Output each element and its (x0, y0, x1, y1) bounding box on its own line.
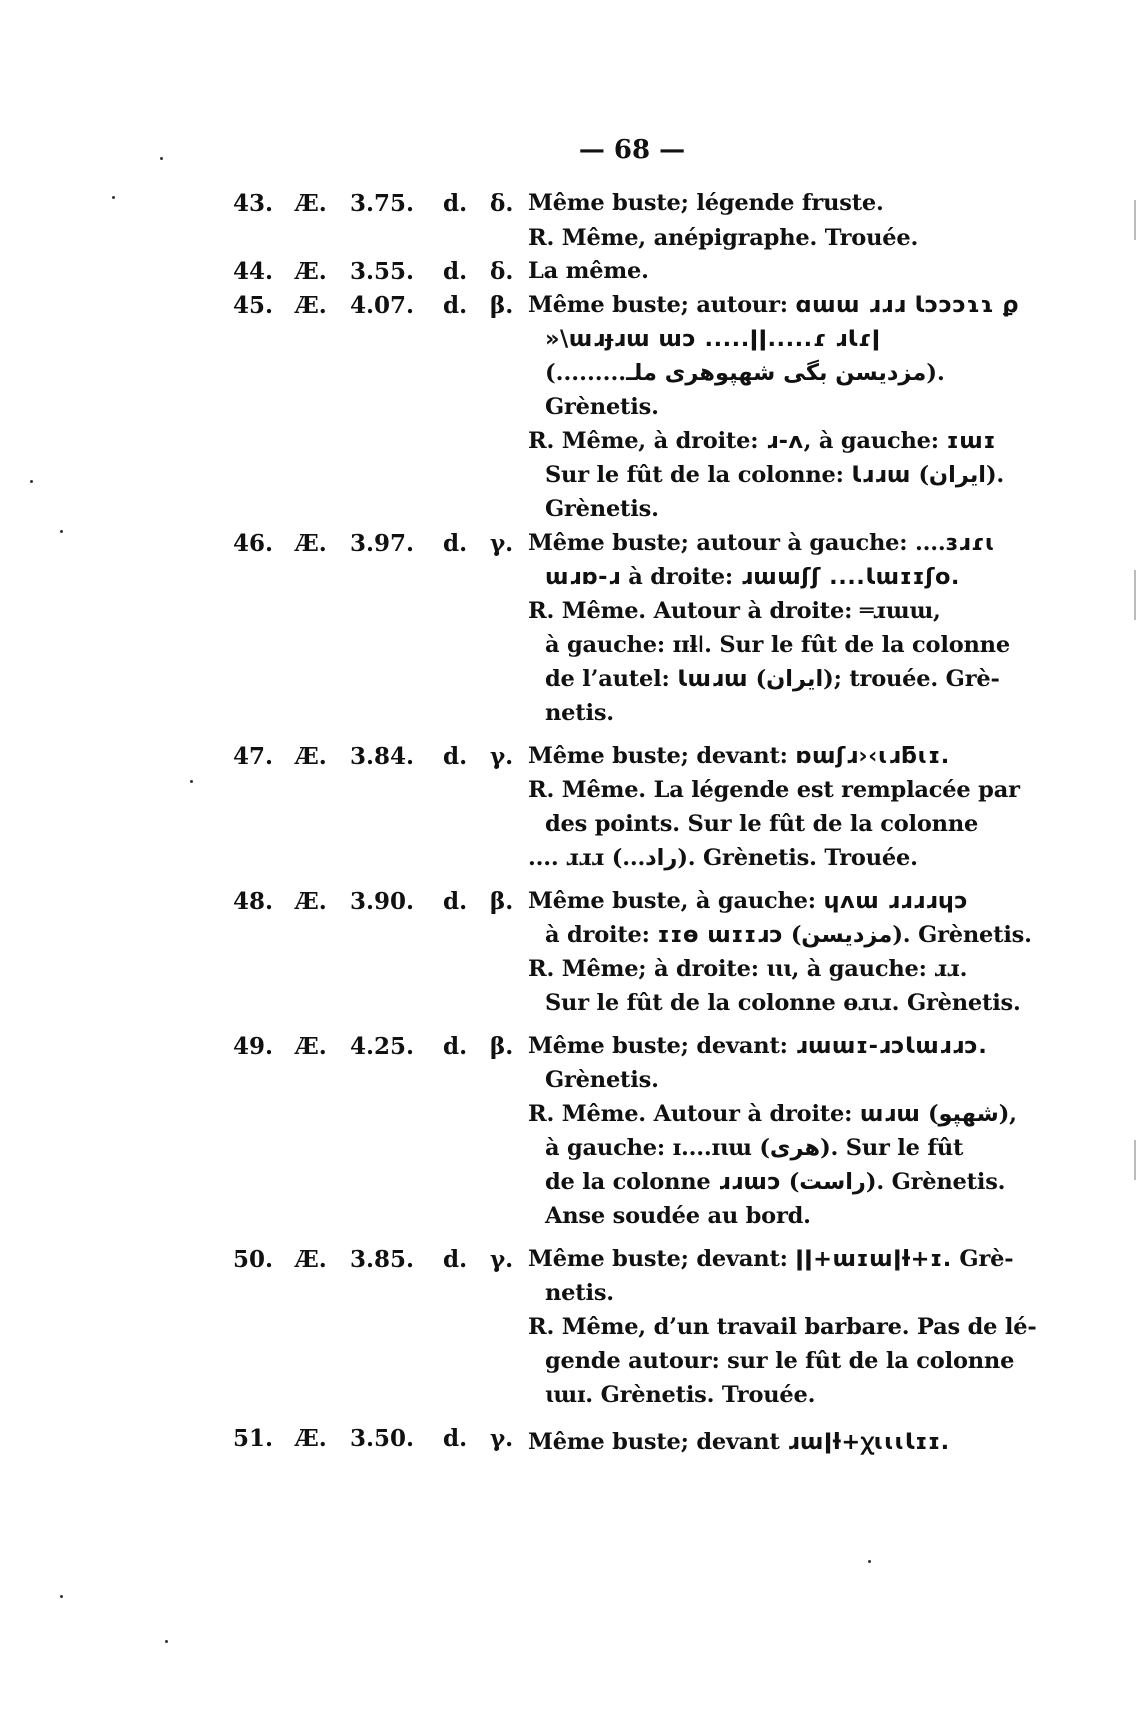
pahlavi-legend: ɹɯɯɪ-ɹɔƖɯɹɹɔ. (795, 1033, 988, 1059)
pahlavi-legend: ɯɹɯ (859, 1101, 921, 1127)
persian-transcription: راست (799, 1169, 866, 1195)
persian-transcription: هری (769, 1135, 821, 1161)
line-text: , à gauche: (803, 428, 947, 454)
entry-direction: d. (443, 1033, 468, 1060)
entry-number: 50. (233, 1246, 274, 1273)
entry-line: netis. (545, 700, 614, 726)
entry-line: R. Même, d’un travail barbare. Pas de lé- (528, 1314, 1037, 1340)
entry-direction: d. (443, 258, 468, 285)
entry-metal: Æ. (295, 258, 327, 285)
entry-metal: Æ. (295, 190, 327, 217)
line-text: R. Même, à droite: (528, 428, 766, 454)
entry-line (545, 360, 945, 386)
line-text: (......... (545, 360, 627, 386)
entry-metal: Æ. (295, 292, 327, 319)
entry-line: R. Même, anépigraphe. Trouée. (528, 225, 919, 251)
pahlavi-legend: ɹɯɯʃʃ ....Ɩɯɪɪʃo. (740, 564, 960, 590)
scan-speck (868, 1560, 871, 1563)
entry-line: des points. Sur le fût de la colonne (545, 811, 979, 837)
entry-line: ɩɯɪ. Grènetis. Trouée. (545, 1382, 816, 1408)
entry-line: Sur le fût de la colonne ɵɹɩɹ. Grènetis. (545, 990, 1021, 1016)
scan-speck (60, 530, 63, 533)
line-text: ). Grènetis. (865, 1169, 1006, 1195)
pahlavi-legend: ɹɹɯɔ (718, 1169, 782, 1195)
entry-weight: 3.55. (350, 258, 415, 285)
pahlavi-legend: ɑɯɯ ɹɹɹ Ɩɔɔɔɿɿ ϼ (795, 292, 1020, 318)
entry-weight: 3.90. (350, 888, 415, 915)
scan-speck (165, 1640, 168, 1643)
pahlavi-legend: ɹ-ʌ (765, 428, 804, 454)
entry-line (528, 888, 968, 914)
persian-transcription: راد (645, 845, 678, 871)
page-edge-shadow (1134, 200, 1136, 240)
entry-line: Sur le fût de la colonne: Ɩɹɹɯ (ايران). (545, 462, 1005, 488)
line-text: Sur le fût de la colonne: (545, 462, 852, 488)
line-text: ). Grènetis. (892, 922, 1032, 948)
pahlavi-legend: ɒɯʃɹ›‹ɩɹƃɩɪ. (795, 743, 950, 769)
entry-line (528, 292, 1019, 318)
entry-variant: β. (490, 888, 514, 915)
entry-variant: β. (490, 292, 514, 319)
pahlavi-legend: ɥʌɯ ɹɹɹɹɥɔ (823, 888, 969, 914)
entry-line: de l’autel: Ɩɯɹɯ (ايران); trouée. Grè- (545, 666, 1000, 692)
line-text: Même buste; devant (528, 1429, 788, 1455)
scan-speck (112, 196, 115, 199)
scan-speck (190, 780, 193, 783)
entry-variant: β. (490, 1033, 514, 1060)
pahlavi-legend: ɜɹɾɩ (945, 530, 996, 556)
entry-variant: γ. (490, 1246, 514, 1273)
entry-line (528, 428, 996, 454)
line-text: Même buste, à gauche: (528, 888, 824, 914)
line-text: à gauche: ɪ....ɪɩɯ ( (545, 1135, 770, 1161)
line-text: de l’autel: (545, 666, 678, 692)
line-text: Même buste; devant: (528, 743, 796, 769)
entry-line: de la colonne ɹɹɯɔ (راست). Grènetis. (545, 1169, 1006, 1195)
entry-line: R. Même. Autour à droite: ═ɹɯɯ, (528, 598, 941, 624)
entry-line (528, 743, 950, 769)
entry-weight: 3.75. (350, 190, 415, 217)
entry-weight: 4.25. (350, 1033, 415, 1060)
entry-variant: δ. (490, 258, 514, 285)
pahlavi-legend: Ɩɯɹɯ (677, 666, 748, 692)
entry-number: 49. (233, 1033, 274, 1060)
entry-variant: δ. (490, 190, 514, 217)
entry-line: R. Même; à droite: ɩɩɩ, à gauche: ɹɹ. (528, 956, 968, 982)
entry-line: Grènetis. (545, 1067, 659, 1093)
line-text: ). (926, 360, 945, 386)
line-text: ). Sur le fût (820, 1135, 964, 1161)
entry-line (528, 1033, 987, 1059)
entry-metal: Æ. (295, 1033, 327, 1060)
entry-line (545, 1135, 963, 1161)
persian-transcription: مزديسن بگی شهپوهری ملـ (626, 360, 927, 386)
entry-direction: d. (443, 1246, 468, 1273)
entry-line: Anse soudée au bord. (545, 1203, 811, 1229)
pahlavi-legend: ɪɪɵ ɯɪɪɹɔ (657, 922, 784, 948)
page-edge-shadow (1134, 570, 1136, 620)
line-text: à droite: (620, 564, 741, 590)
pahlavi-legend: ɯɹɒ-ɹ (545, 564, 621, 590)
entry-direction: d. (443, 190, 468, 217)
entry-metal: Æ. (295, 530, 327, 557)
line-text: de la colonne (545, 1169, 719, 1195)
entry-line (545, 564, 960, 590)
line-text: .... ɹɹɹ (... (528, 845, 646, 871)
entry-line: Grènetis. (545, 496, 659, 522)
entry-line: Même buste; légende fruste. (528, 190, 884, 216)
line-text: Même buste; devant: (528, 1246, 796, 1272)
page-edge-shadow (1134, 1140, 1136, 1180)
entry-number: 43. (233, 190, 274, 217)
entry-weight: 3.85. (350, 1246, 415, 1273)
entry-number: 46. (233, 530, 274, 557)
entry-line: gende autour: sur le fût de la colonne (545, 1348, 1015, 1374)
entry-weight: 4.07. (350, 292, 415, 319)
entry-line (528, 1425, 950, 1456)
entry-variant: γ. (490, 743, 514, 770)
entry-direction: d. (443, 1425, 468, 1452)
entry-metal: Æ. (295, 1425, 327, 1452)
line-text: ), (998, 1101, 1017, 1127)
line-text: ; trouée. Grè- (833, 666, 1000, 692)
persian-transcription: شهپو (938, 1101, 999, 1127)
entry-weight: 3.97. (350, 530, 415, 557)
scan-speck (160, 157, 163, 160)
entry-line (545, 326, 881, 352)
scan-speck (30, 480, 33, 483)
entry-number: 44. (233, 258, 274, 285)
pahlavi-legend: »\ɯɹɟɹɯ ɯɔ .....ǀǀ.....ɾ ɹƖɾǀ (545, 326, 881, 352)
entry-line (528, 1246, 1013, 1272)
entry-direction: d. (443, 292, 468, 319)
entry-direction: d. (443, 743, 468, 770)
pahlavi-legend: ɪɯɪ (946, 428, 996, 454)
pahlavi-legend: ǀǀ+ɯɪɯǀƚ+ɪ. (795, 1246, 952, 1272)
entry-variant: γ. (490, 1425, 514, 1452)
entry-line: La même. (528, 258, 649, 284)
entry-line: R. Même. Autour à droite: ɯɹɯ (شهپو), (528, 1101, 1017, 1127)
entry-metal: Æ. (295, 1246, 327, 1273)
line-text: Même buste; devant: (528, 1033, 796, 1059)
entry-number: 47. (233, 743, 274, 770)
entry-weight: 3.50. (350, 1425, 415, 1452)
line-text: Même buste; autour: (528, 292, 796, 318)
entry-variant: γ. (490, 530, 514, 557)
persian-transcription: مزدیسن (801, 922, 893, 948)
persian-transcription: ايران (928, 462, 986, 488)
entry-line (528, 530, 995, 556)
entry-direction: d. (443, 888, 468, 915)
pahlavi-legend: ɹɯǀƚ+ꭓɩɩɩƖɪɪ. (787, 1429, 950, 1455)
entry-weight: 3.84. (350, 743, 415, 770)
line-text: ). Grènetis. Trouée. (677, 845, 918, 871)
pahlavi-legend: Ɩɹɹɯ (851, 462, 911, 488)
entry-number: 45. (233, 292, 274, 319)
entry-direction: d. (443, 530, 468, 557)
entry-line: netis. (545, 1280, 614, 1306)
entry-number: 48. (233, 888, 274, 915)
entry-line: Grènetis. (545, 394, 659, 420)
line-text: Même buste; autour à gauche: .... (528, 530, 946, 556)
entry-metal: Æ. (295, 743, 327, 770)
entry-line: R. Même. La légende est remplacée par (528, 777, 1020, 803)
persian-transcription: ايران (766, 666, 824, 692)
entry-line (528, 845, 918, 871)
entry-metal: Æ. (295, 888, 327, 915)
page-number: — 68 — (578, 135, 686, 165)
line-text: à droite: (545, 922, 658, 948)
entry-line: à gauche: ɪɪƚǀ. Sur le fût de la colonne (545, 632, 1010, 658)
line-text: R. Même. Autour à droite: (528, 1101, 860, 1127)
entry-line: à droite: ɪɪɵ ɯɪɪɹɔ (مزدیسن). Grènetis. (545, 922, 1032, 948)
entry-number: 51. (233, 1425, 274, 1452)
line-text: Grè- (951, 1246, 1014, 1272)
scan-speck (60, 1595, 63, 1598)
